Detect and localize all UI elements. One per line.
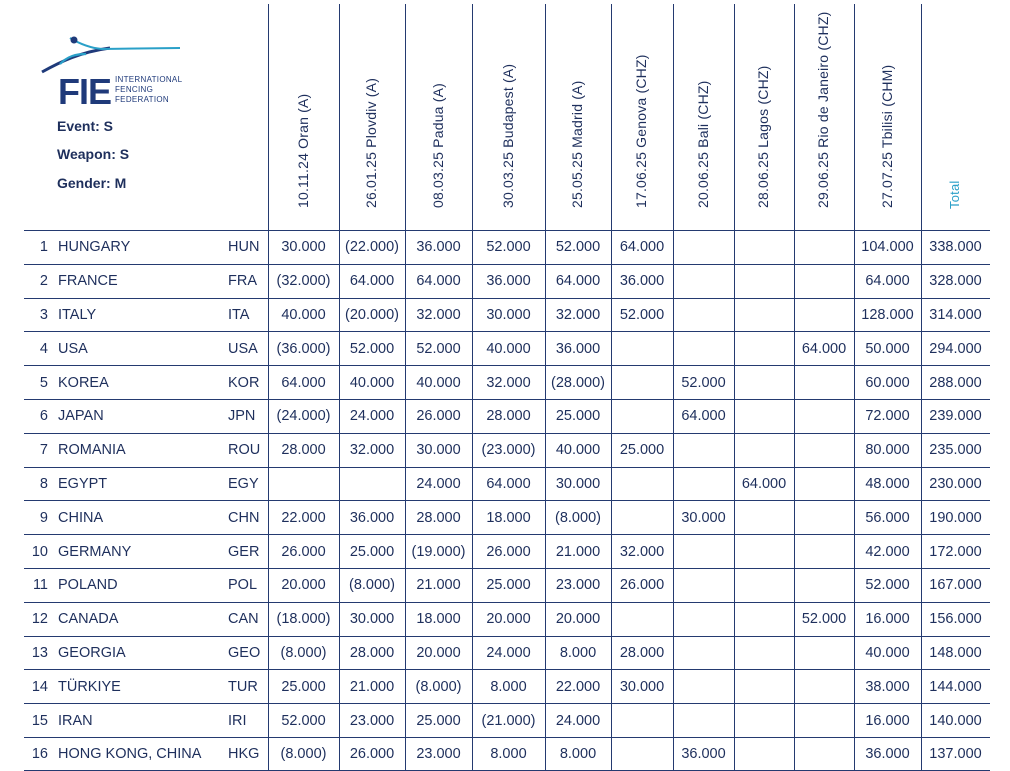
- score-cell: [794, 366, 854, 399]
- country-code-cell: CAN: [228, 611, 259, 628]
- rank-cell: 4: [39, 340, 48, 357]
- country-cell: USA: [58, 340, 88, 357]
- country-cell: CANADA: [58, 611, 119, 628]
- weapon-label: Weapon: S: [57, 146, 130, 162]
- score-cell: (24.000): [276, 408, 331, 425]
- score-cell: 64.000: [486, 475, 531, 492]
- score-cell: 28.000: [349, 644, 395, 661]
- score-cell: [794, 704, 854, 737]
- total-cell: 190.000: [929, 509, 982, 526]
- score-cell: [794, 535, 854, 568]
- column-header-total: Total: [946, 180, 962, 209]
- score-cell: 52.000: [416, 340, 461, 357]
- score-cell: 64.000: [281, 374, 326, 391]
- score-cell: (19.000): [411, 543, 466, 560]
- country-code-cell: GER: [228, 543, 260, 560]
- table-row: [24, 365, 990, 399]
- score-cell: [611, 501, 673, 534]
- score-cell: 30.000: [486, 306, 531, 323]
- score-cell: 22.000: [555, 678, 601, 695]
- rank-cell: 10: [31, 543, 48, 560]
- country-code-cell: POL: [228, 577, 258, 594]
- score-cell: [673, 670, 734, 703]
- table-row: [24, 433, 990, 467]
- table-row: [24, 703, 990, 737]
- score-cell: [673, 704, 734, 737]
- score-cell: [734, 569, 794, 602]
- score-cell: 64.000: [865, 273, 910, 290]
- score-cell: 16.000: [865, 611, 910, 628]
- rank-cell: 16: [31, 745, 48, 762]
- score-cell: [734, 670, 794, 703]
- country-cell: TÜRKIYE: [58, 678, 121, 695]
- score-cell: 52.000: [801, 611, 847, 628]
- score-cell: 30.000: [619, 678, 665, 695]
- score-cell: [734, 265, 794, 298]
- score-cell: [794, 299, 854, 332]
- score-cell: [611, 332, 673, 365]
- score-cell: 24.000: [349, 408, 395, 425]
- rank-cell: 14: [31, 678, 48, 695]
- country-code-cell: GEO: [228, 644, 261, 661]
- country-cell: FRANCE: [58, 273, 118, 290]
- score-cell: [611, 603, 673, 636]
- rank-cell: 8: [39, 475, 48, 492]
- table-row: [24, 669, 990, 703]
- score-cell: 23.000: [349, 712, 395, 729]
- score-cell: 80.000: [865, 442, 910, 459]
- score-cell: [611, 400, 673, 433]
- score-cell: 128.000: [861, 306, 914, 323]
- rank-cell: 7: [39, 442, 48, 459]
- country-code-cell: ITA: [228, 306, 250, 323]
- score-cell: (18.000): [276, 611, 331, 628]
- country-cell: KOREA: [58, 374, 109, 391]
- score-cell: 23.000: [555, 577, 601, 594]
- score-cell: 8.000: [490, 678, 527, 695]
- total-cell: 328.000: [929, 273, 982, 290]
- score-cell: 25.000: [486, 577, 531, 594]
- total-cell: 140.000: [929, 712, 982, 729]
- score-cell: 42.000: [865, 543, 910, 560]
- score-cell: 20.000: [555, 611, 601, 628]
- rank-cell: 12: [31, 611, 48, 628]
- score-cell: 20.000: [281, 577, 326, 594]
- rank-cell: 2: [39, 273, 48, 290]
- country-code-cell: TUR: [228, 678, 258, 695]
- event-label: Event: S: [57, 118, 114, 134]
- score-cell: (23.000): [481, 442, 536, 459]
- total-cell: 156.000: [929, 611, 982, 628]
- score-cell: [794, 569, 854, 602]
- score-cell: 23.000: [416, 745, 461, 762]
- total-cell: 239.000: [929, 408, 982, 425]
- score-cell: [794, 231, 854, 264]
- score-cell: (22.000): [344, 239, 399, 256]
- score-cell: [673, 332, 734, 365]
- score-cell: 40.000: [281, 306, 326, 323]
- score-cell: 28.000: [416, 509, 461, 526]
- score-cell: [339, 468, 405, 501]
- logo-abbr: FIE: [58, 71, 112, 112]
- score-cell: 72.000: [865, 408, 910, 425]
- total-cell: 338.000: [929, 239, 982, 256]
- score-cell: (8.000): [555, 509, 601, 526]
- table-row: [24, 636, 990, 670]
- score-cell: 28.000: [486, 408, 531, 425]
- score-cell: 40.000: [416, 374, 461, 391]
- column-header-event: 25.05.25 Madrid (A): [569, 80, 585, 208]
- score-cell: 26.000: [349, 745, 395, 762]
- score-cell: 64.000: [349, 273, 395, 290]
- score-cell: [734, 299, 794, 332]
- score-cell: 28.000: [619, 644, 665, 661]
- score-cell: [673, 434, 734, 467]
- score-cell: 64.000: [555, 273, 601, 290]
- score-cell: 25.000: [619, 442, 665, 459]
- score-cell: [611, 704, 673, 737]
- score-cell: 8.000: [490, 745, 527, 762]
- country-cell: GEORGIA: [58, 644, 126, 661]
- score-cell: 36.000: [486, 273, 531, 290]
- country-code-cell: JPN: [228, 408, 256, 425]
- score-cell: [794, 468, 854, 501]
- score-cell: 30.000: [349, 611, 395, 628]
- score-cell: 32.000: [349, 442, 395, 459]
- rank-cell: 9: [39, 509, 48, 526]
- country-cell: ITALY: [58, 306, 97, 323]
- score-cell: 36.000: [349, 509, 395, 526]
- total-cell: 137.000: [929, 745, 982, 762]
- score-cell: [794, 265, 854, 298]
- country-cell: JAPAN: [58, 408, 104, 425]
- country-cell: EGYPT: [58, 475, 108, 492]
- country-code-cell: EGY: [228, 475, 259, 492]
- score-cell: 24.000: [555, 712, 601, 729]
- score-cell: (8.000): [415, 678, 462, 695]
- column-header-event: 26.01.25 Plovdiv (A): [363, 77, 379, 208]
- total-cell: 314.000: [929, 306, 982, 323]
- score-cell: 24.000: [486, 644, 531, 661]
- score-cell: 22.000: [281, 509, 326, 526]
- score-cell: [734, 501, 794, 534]
- total-cell: 230.000: [929, 475, 982, 492]
- column-header-event: 17.06.25 Genova (CHZ): [633, 54, 649, 208]
- score-cell: 30.000: [281, 239, 326, 256]
- score-cell: [734, 231, 794, 264]
- score-cell: (36.000): [276, 340, 331, 357]
- rank-cell: 1: [39, 239, 48, 256]
- score-cell: 24.000: [416, 475, 461, 492]
- score-cell: [794, 637, 854, 670]
- score-cell: 26.000: [486, 543, 531, 560]
- rank-cell: 15: [31, 712, 48, 729]
- score-cell: 64.000: [416, 273, 461, 290]
- table-row: [24, 298, 990, 332]
- score-cell: [673, 231, 734, 264]
- score-cell: 21.000: [349, 678, 395, 695]
- score-cell: [794, 501, 854, 534]
- score-cell: [673, 535, 734, 568]
- total-cell: 172.000: [929, 543, 982, 560]
- score-cell: (28.000): [550, 374, 605, 391]
- score-cell: 52.000: [681, 374, 726, 391]
- score-cell: 32.000: [486, 374, 531, 391]
- total-cell: 148.000: [929, 644, 982, 661]
- country-cell: GERMANY: [58, 543, 132, 560]
- score-cell: 25.000: [416, 712, 461, 729]
- score-cell: 30.000: [681, 509, 726, 526]
- score-cell: 32.000: [619, 543, 665, 560]
- score-cell: 50.000: [865, 340, 910, 357]
- score-cell: [734, 400, 794, 433]
- score-cell: 64.000: [741, 475, 787, 492]
- score-cell: [611, 468, 673, 501]
- gender-label: Gender: M: [57, 175, 127, 191]
- rank-cell: 5: [39, 374, 48, 391]
- score-cell: 36.000: [681, 745, 726, 762]
- score-cell: [673, 637, 734, 670]
- score-cell: 40.000: [555, 442, 601, 459]
- table-row: [24, 264, 990, 298]
- score-cell: 30.000: [416, 442, 461, 459]
- logo-text: INTERNATIONAL FENCING FEDERATION: [115, 75, 183, 104]
- score-cell: 32.000: [555, 306, 601, 323]
- column-header-event: 08.03.25 Padua (A): [429, 82, 446, 208]
- score-cell: 8.000: [559, 745, 597, 762]
- score-cell: (8.000): [349, 577, 395, 594]
- table-row: [24, 500, 990, 534]
- score-cell: 36.000: [619, 273, 665, 290]
- score-cell: 52.000: [281, 712, 326, 729]
- column-header-event: 20.06.25 Bali (CHZ): [694, 80, 711, 208]
- score-cell: 52.000: [486, 239, 531, 256]
- score-cell: (32.000): [276, 273, 331, 290]
- rank-cell: 13: [31, 644, 48, 661]
- score-cell: 20.000: [486, 611, 531, 628]
- score-cell: [734, 332, 794, 365]
- score-cell: 18.000: [416, 611, 461, 628]
- score-cell: (21.000): [481, 712, 536, 729]
- country-code-cell: KOR: [228, 374, 260, 391]
- score-cell: [734, 434, 794, 467]
- score-cell: 38.000: [865, 678, 910, 695]
- score-cell: 25.000: [555, 408, 601, 425]
- table-row: [24, 399, 990, 433]
- country-cell: CHINA: [58, 509, 104, 526]
- total-cell: 294.000: [929, 340, 982, 357]
- score-cell: [734, 637, 794, 670]
- score-cell: 104.000: [861, 239, 914, 256]
- score-cell: 26.000: [619, 577, 665, 594]
- table-row: [24, 737, 990, 771]
- score-cell: [268, 468, 339, 501]
- total-cell: 167.000: [929, 577, 982, 594]
- score-cell: 21.000: [416, 577, 461, 594]
- score-cell: [734, 535, 794, 568]
- score-cell: 28.000: [281, 442, 326, 459]
- score-cell: 8.000: [559, 644, 597, 661]
- score-cell: 18.000: [486, 509, 531, 526]
- rank-cell: 3: [39, 306, 48, 323]
- country-code-cell: CHN: [228, 509, 260, 526]
- score-cell: 16.000: [865, 712, 910, 729]
- score-cell: [673, 603, 734, 636]
- score-cell: [734, 704, 794, 737]
- column-header-event: 29.06.25 Rio de Janeiro (CHZ): [815, 11, 831, 208]
- score-cell: (8.000): [280, 644, 327, 661]
- score-cell: (20.000): [344, 306, 399, 323]
- score-cell: 64.000: [681, 408, 726, 425]
- score-cell: 52.000: [555, 239, 601, 256]
- country-cell: HONG KONG, CHINA: [58, 745, 202, 762]
- score-cell: 30.000: [555, 475, 601, 492]
- score-cell: 25.000: [281, 678, 326, 695]
- total-cell: 288.000: [929, 374, 982, 391]
- rank-cell: 6: [39, 408, 48, 425]
- score-cell: [734, 603, 794, 636]
- score-cell: 64.000: [619, 239, 665, 256]
- country-code-cell: FRA: [228, 273, 257, 290]
- fie-logo: [40, 34, 200, 114]
- country-cell: POLAND: [58, 577, 118, 594]
- column-header-event: 27.07.25 Tbilisi (CHM): [878, 64, 895, 208]
- score-cell: 60.000: [865, 374, 910, 391]
- score-cell: [794, 434, 854, 467]
- score-cell: [734, 366, 794, 399]
- score-cell: [794, 670, 854, 703]
- ranking-table: [24, 230, 990, 771]
- total-cell: 235.000: [929, 442, 982, 459]
- table-row: [24, 602, 990, 636]
- country-cell: IRAN: [58, 712, 93, 729]
- score-cell: 40.000: [349, 374, 395, 391]
- score-cell: 52.000: [349, 340, 395, 357]
- table-row: [24, 534, 990, 568]
- score-cell: 20.000: [416, 644, 461, 661]
- score-cell: 52.000: [865, 577, 910, 594]
- table-row: [24, 467, 990, 501]
- score-cell: 25.000: [349, 543, 395, 560]
- score-cell: (8.000): [280, 745, 327, 762]
- score-cell: [794, 400, 854, 433]
- score-cell: 36.000: [865, 745, 910, 762]
- score-cell: 48.000: [865, 475, 910, 492]
- score-cell: 21.000: [555, 543, 601, 560]
- score-cell: 36.000: [416, 239, 461, 256]
- score-cell: [611, 366, 673, 399]
- score-cell: 26.000: [416, 408, 461, 425]
- country-cell: ROMANIA: [58, 442, 126, 459]
- country-code-cell: IRI: [228, 712, 247, 729]
- score-cell: 56.000: [865, 509, 910, 526]
- score-cell: [673, 569, 734, 602]
- score-cell: 36.000: [555, 340, 601, 357]
- score-cell: [673, 468, 734, 501]
- country-code-cell: USA: [228, 340, 258, 357]
- country-code-cell: ROU: [228, 442, 261, 459]
- table-row: [24, 230, 990, 264]
- country-code-cell: HKG: [228, 745, 260, 762]
- score-cell: 52.000: [619, 306, 665, 323]
- score-cell: [673, 299, 734, 332]
- score-cell: [673, 265, 734, 298]
- column-header-event: 30.03.25 Budapest (A): [499, 63, 516, 208]
- country-cell: HUNGARY: [58, 239, 131, 256]
- score-cell: 26.000: [281, 543, 326, 560]
- score-cell: 40.000: [865, 644, 910, 661]
- total-cell: 144.000: [929, 678, 982, 695]
- rank-cell: 11: [32, 577, 48, 594]
- table-row: [24, 331, 990, 365]
- country-code-cell: HUN: [228, 239, 260, 256]
- column-header-event: 28.06.25 Lagos (CHZ): [755, 65, 771, 208]
- score-cell: 64.000: [801, 340, 847, 357]
- score-cell: 32.000: [416, 306, 461, 323]
- score-cell: 40.000: [486, 340, 531, 357]
- table-row: [24, 568, 990, 602]
- column-header-event: 10.11.24 Oran (A): [294, 93, 311, 208]
